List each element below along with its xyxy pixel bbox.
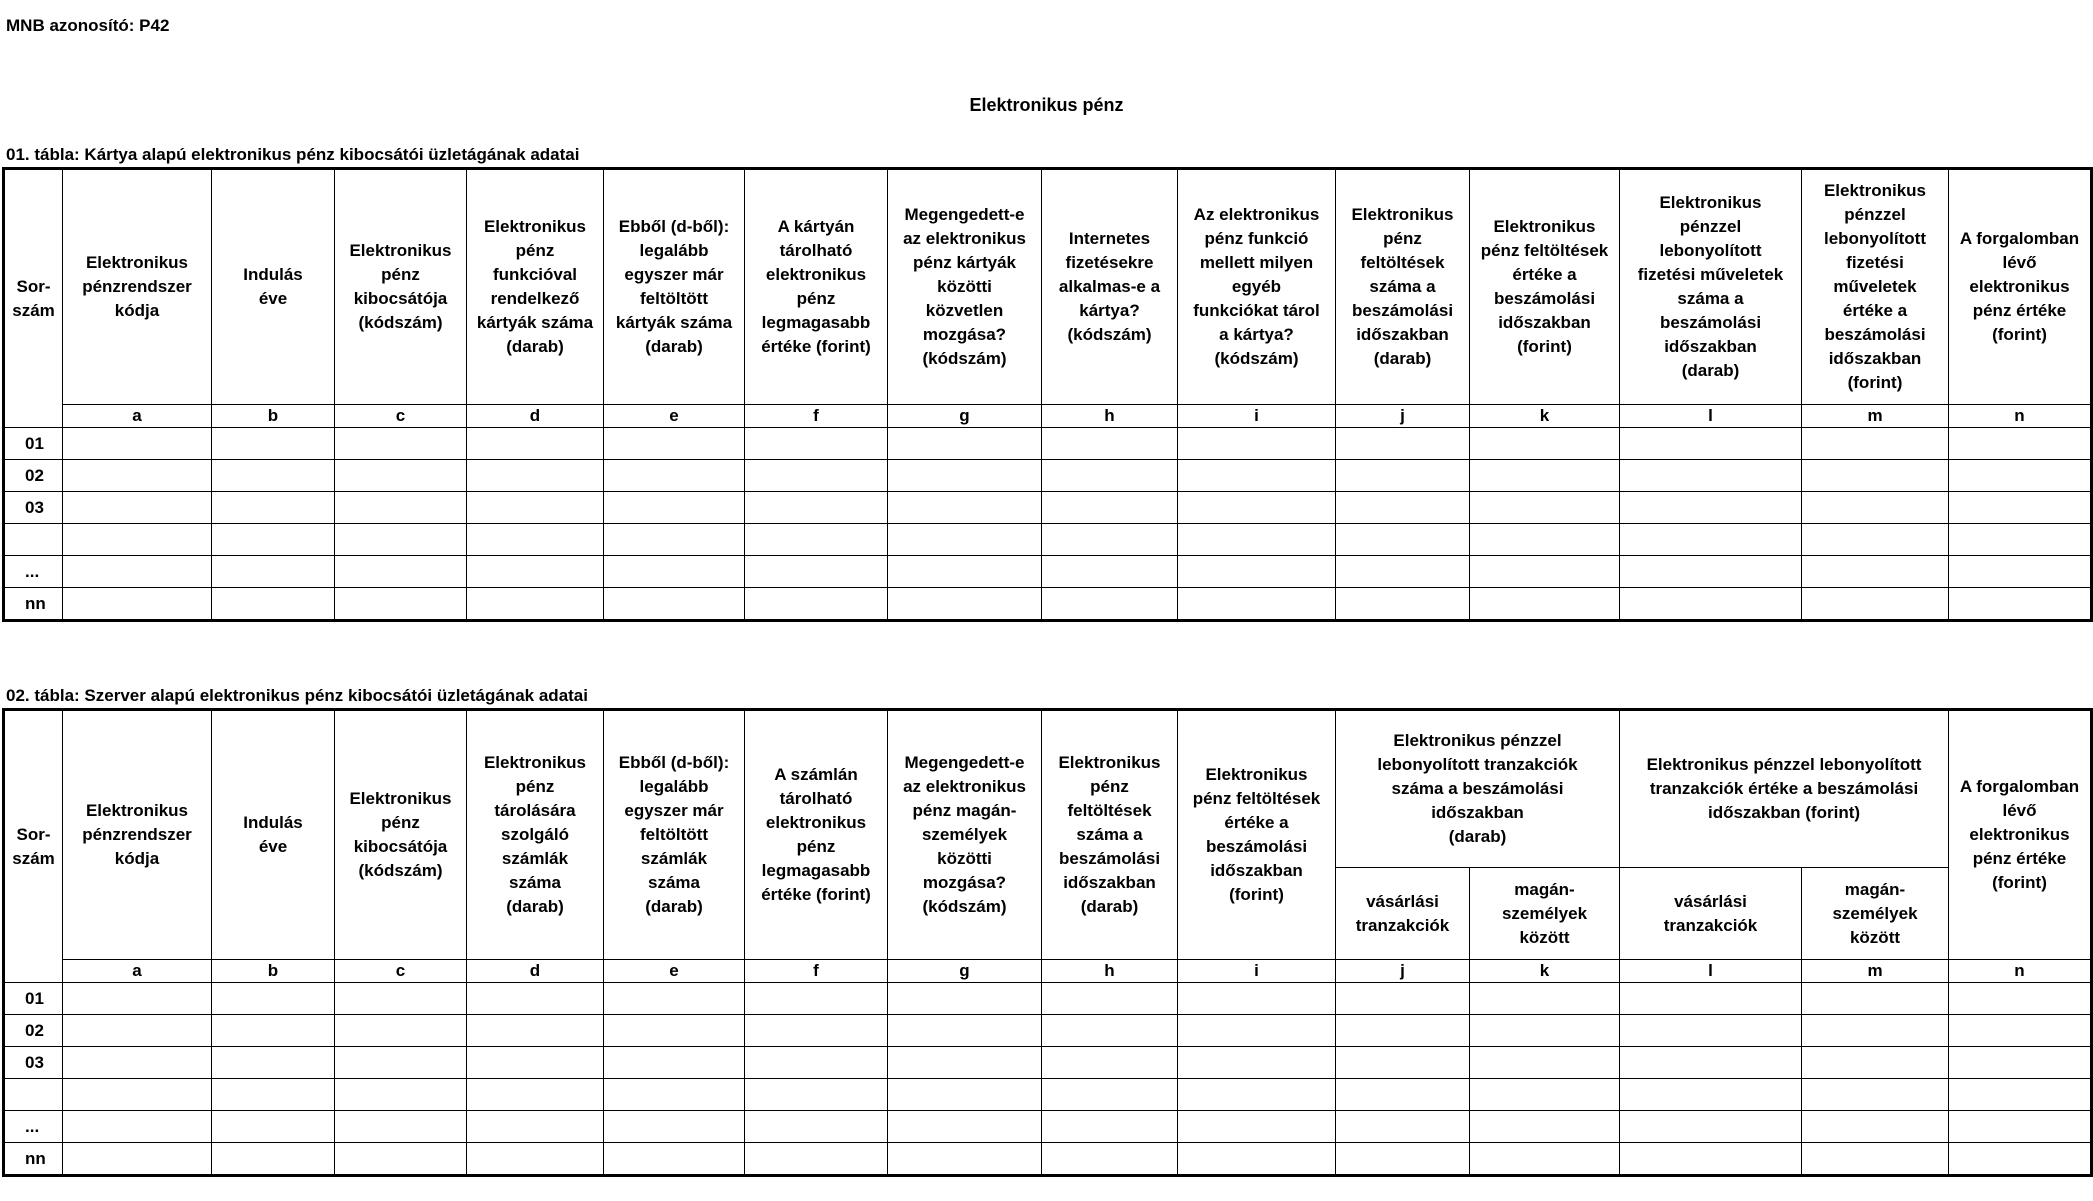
table1-column-letter: c: [335, 405, 467, 428]
table2-data-cell[interactable]: [1336, 1111, 1470, 1143]
table2-data-cell[interactable]: [1620, 1143, 1802, 1176]
table2-column-letter: d: [467, 960, 604, 983]
table2-data-cell[interactable]: [1620, 1079, 1802, 1111]
table1-data-cell[interactable]: [467, 556, 604, 588]
table1-column-letter: m: [1802, 405, 1949, 428]
table1-data-cell[interactable]: [1178, 428, 1336, 460]
table2-column-header: Elektronikus pénz kibocsátója (kódszám): [335, 710, 467, 960]
table2-column-header: Elektronikus pénz feltöltések száma a beszámolási időszakban (darab): [1042, 710, 1178, 960]
table2-column-header: Indulás éve: [212, 710, 335, 960]
table1-data-cell[interactable]: [745, 428, 888, 460]
table2-data-cell[interactable]: [1178, 1111, 1336, 1143]
table1-data-cell[interactable]: [1470, 588, 1620, 621]
table2-data-cell[interactable]: [63, 1143, 212, 1176]
table1-column-letter: e: [604, 405, 745, 428]
table2-data-cell[interactable]: [212, 1015, 335, 1047]
table1-column-letter: i: [1178, 405, 1336, 428]
table2-data-cell[interactable]: [63, 1047, 212, 1079]
table2-data-row: [4, 1079, 2092, 1111]
table1-data-cell[interactable]: [1470, 492, 1620, 524]
table1-data-cell[interactable]: [1620, 588, 1802, 621]
table1-data-cell[interactable]: [1336, 428, 1470, 460]
table1-column-header: Elektronikus pénz feltöltések száma a beszámolási időszakban (darab): [1336, 169, 1470, 405]
table1-column-header: A kártyán tárolható elektronikus pénz legmagasabb értéke (forint): [745, 169, 888, 405]
table2-data-cell[interactable]: [888, 1143, 1042, 1176]
table1-data-cell[interactable]: [63, 588, 212, 621]
table1-data-cell[interactable]: [1620, 460, 1802, 492]
table1-data-cell[interactable]: [467, 428, 604, 460]
table2-data-cell[interactable]: [1042, 1079, 1178, 1111]
table1-row-number: ...: [4, 556, 63, 588]
table2-data-cell[interactable]: [63, 1079, 212, 1111]
table1-data-cell[interactable]: [212, 492, 335, 524]
table1-column-letter: f: [745, 405, 888, 428]
table2-column-header: Elektronikus pénzrendszer kódja: [63, 710, 212, 960]
table1-row-number: 03: [4, 492, 63, 524]
table2-column-header: Elektronikus pénz feltöltések értéke a beszámolási időszakban (forint): [1178, 710, 1336, 960]
table1-column-header: Elektronikus pénzzel lebonyolított fizetési műveletek száma a beszámolási időszakban (darab): [1620, 169, 1802, 405]
table2-data-cell[interactable]: [1042, 1015, 1178, 1047]
table1-column-letter: k: [1470, 405, 1620, 428]
table2-data-cell[interactable]: [745, 1047, 888, 1079]
table2-row-number: ...: [4, 1111, 63, 1143]
table2-data-cell[interactable]: [63, 1015, 212, 1047]
table1-data-cell[interactable]: [1949, 460, 2092, 492]
table2-data-cell[interactable]: [888, 1111, 1042, 1143]
table2-data-cell[interactable]: [335, 1143, 467, 1176]
table1-data-cell[interactable]: [1178, 556, 1336, 588]
table1-data-row: [4, 556, 2092, 588]
table1-data-cell[interactable]: [1042, 492, 1178, 524]
table2-data-cell[interactable]: [1949, 1015, 2092, 1047]
table2-subheader-purchase: vásárlási tranzakciók: [1620, 868, 1802, 960]
table2-data-cell[interactable]: [888, 1079, 1042, 1111]
table1-data-cell[interactable]: [63, 524, 212, 556]
table1-data-cell[interactable]: [212, 556, 335, 588]
table1-data-cell[interactable]: [1178, 492, 1336, 524]
table2-data-cell[interactable]: [335, 983, 467, 1015]
table1-data-cell[interactable]: [63, 492, 212, 524]
table2-column-letter: g: [888, 960, 1042, 983]
table2-data-cell[interactable]: [1949, 1143, 2092, 1176]
table1-data-cell[interactable]: [888, 428, 1042, 460]
table2-data-cell[interactable]: [1802, 1111, 1949, 1143]
table2-data-cell[interactable]: [604, 983, 745, 1015]
table1-data-row: [4, 428, 2092, 460]
table1-data-cell[interactable]: [888, 556, 1042, 588]
table1-data-cell[interactable]: [1620, 428, 1802, 460]
table1-column-header: Indulás éve: [212, 169, 335, 405]
server-based-emoney-table: [2, 708, 2093, 1177]
table1-data-cell[interactable]: [604, 524, 745, 556]
table2-data-cell[interactable]: [745, 1015, 888, 1047]
table1-data-cell[interactable]: [745, 524, 888, 556]
table1-data-cell[interactable]: [888, 460, 1042, 492]
table2-row-number: 01: [4, 983, 63, 1015]
table1-data-cell[interactable]: [467, 492, 604, 524]
table1-data-cell[interactable]: [1336, 460, 1470, 492]
table1-row-number: 02: [4, 460, 63, 492]
table2-data-cell[interactable]: [1949, 1111, 2092, 1143]
table2-data-cell[interactable]: [63, 1111, 212, 1143]
table2-data-cell[interactable]: [1178, 1079, 1336, 1111]
table1-data-cell[interactable]: [1336, 588, 1470, 621]
table1-data-cell[interactable]: [335, 524, 467, 556]
table2-data-cell[interactable]: [1802, 983, 1949, 1015]
table2-row-number-header: Sor- szám: [4, 710, 63, 983]
table2-data-cell[interactable]: [1336, 983, 1470, 1015]
table1-data-cell[interactable]: [1802, 460, 1949, 492]
table2-data-cell[interactable]: [1470, 1015, 1620, 1047]
table2-data-cell[interactable]: [1949, 1079, 2092, 1111]
table2-data-cell[interactable]: [1336, 1143, 1470, 1176]
table2-row-number: 02: [4, 1015, 63, 1047]
table2-data-cell[interactable]: [745, 1111, 888, 1143]
table2-column-header: A forgalomban lévő elektronikus pénz értéke (forint): [1949, 710, 2092, 960]
table1-data-cell[interactable]: [1178, 524, 1336, 556]
table1-column-letter: a: [63, 405, 212, 428]
table2-group-header-count: Elektronikus pénzzel lebonyolított tranzakciók száma a beszámolási időszakban (darab): [1336, 710, 1620, 868]
table1-data-cell[interactable]: [1802, 492, 1949, 524]
table2-column-letter: b: [212, 960, 335, 983]
table2-data-cell[interactable]: [745, 1079, 888, 1111]
table2-subheader-private: magán- személyek között: [1802, 868, 1949, 960]
table1-data-cell[interactable]: [1949, 428, 2092, 460]
table1-data-row: [4, 524, 2092, 556]
table2-data-cell[interactable]: [604, 1047, 745, 1079]
table2-data-cell[interactable]: [467, 983, 604, 1015]
table1-column-letters-row: [4, 405, 2092, 428]
table2-data-cell[interactable]: [1802, 1143, 1949, 1176]
table1-data-cell[interactable]: [63, 556, 212, 588]
table2-data-cell[interactable]: [1470, 1079, 1620, 1111]
table1-data-cell[interactable]: [1042, 556, 1178, 588]
table2-data-cell[interactable]: [1802, 1015, 1949, 1047]
table2-data-row: [4, 1015, 2092, 1047]
table2-data-cell[interactable]: [1620, 983, 1802, 1015]
table2-data-cell[interactable]: [745, 1143, 888, 1176]
table1-data-cell[interactable]: [1949, 524, 2092, 556]
table2-data-cell[interactable]: [1949, 1047, 2092, 1079]
table1-data-cell[interactable]: [467, 524, 604, 556]
table2-data-cell[interactable]: [1802, 1047, 1949, 1079]
table2-column-letter: n: [1949, 960, 2092, 983]
table1-data-cell[interactable]: [335, 492, 467, 524]
table1-data-row: [4, 492, 2092, 524]
table2-column-letter: f: [745, 960, 888, 983]
table1-row-number: 01: [4, 428, 63, 460]
table2-column-letter: a: [63, 960, 212, 983]
table1-column-letter: j: [1336, 405, 1470, 428]
table2-row-number: nn: [4, 1143, 63, 1176]
table2-data-cell[interactable]: [745, 983, 888, 1015]
table2-data-cell[interactable]: [335, 1015, 467, 1047]
table1-data-cell[interactable]: [335, 556, 467, 588]
table1-data-cell[interactable]: [1802, 428, 1949, 460]
table2-data-row: [4, 983, 2092, 1015]
table2-column-header: Ebből (d-ből): legalább egyszer már feltöltött számlák száma (darab): [604, 710, 745, 960]
table2-column-letter: l: [1620, 960, 1802, 983]
table2-data-cell[interactable]: [1336, 1015, 1470, 1047]
table2-caption: 02. tábla: Szerver alapú elektronikus pénz kibocsátói üzletágának adatai: [6, 686, 588, 705]
table2-data-cell[interactable]: [335, 1111, 467, 1143]
table2-data-cell[interactable]: [604, 1079, 745, 1111]
card-based-emoney-table: [2, 167, 2093, 622]
table2-subheader-private: magán- személyek között: [1470, 868, 1620, 960]
table2-data-row: [4, 1047, 2092, 1079]
table2-data-cell[interactable]: [1620, 1015, 1802, 1047]
table2-data-cell[interactable]: [1178, 983, 1336, 1015]
table2-data-cell[interactable]: [1620, 1111, 1802, 1143]
table2-data-cell[interactable]: [467, 1015, 604, 1047]
table1-row-number: nn: [4, 588, 63, 621]
table2-data-cell[interactable]: [1042, 1111, 1178, 1143]
table2-data-row: [4, 1111, 2092, 1143]
table1-data-cell[interactable]: [1620, 524, 1802, 556]
table1-data-cell[interactable]: [888, 524, 1042, 556]
table1-data-cell[interactable]: [1178, 588, 1336, 621]
table1-data-cell[interactable]: [1802, 524, 1949, 556]
table2-column-letter: m: [1802, 960, 1949, 983]
table1-data-cell[interactable]: [1336, 556, 1470, 588]
table2-column-letter: i: [1178, 960, 1336, 983]
table1-column-header: A forgalomban lévő elektronikus pénz értéke (forint): [1949, 169, 2092, 405]
table2-column-letters-row: [4, 960, 2092, 983]
table2-group-header-value: Elektronikus pénzzel lebonyolított tranzakciók értéke a beszámolási időszakban (forint): [1620, 710, 1949, 868]
table1-column-header: Elektronikus pénz kibocsátója (kódszám): [335, 169, 467, 405]
table2-data-cell[interactable]: [335, 1079, 467, 1111]
table1-data-cell[interactable]: [604, 492, 745, 524]
table1-column-letter: d: [467, 405, 604, 428]
table1-data-cell[interactable]: [1042, 524, 1178, 556]
table2-data-cell[interactable]: [1042, 1143, 1178, 1176]
table2-data-cell[interactable]: [212, 1047, 335, 1079]
table2-data-cell[interactable]: [1470, 1143, 1620, 1176]
table1-data-cell[interactable]: [604, 428, 745, 460]
mnb-id-label: MNB azonosító: P42: [6, 16, 170, 35]
table1-column-header: Ebből (d-ből): legalább egyszer már feltöltött kártyák száma (darab): [604, 169, 745, 405]
table1-data-cell[interactable]: [604, 556, 745, 588]
table1-data-cell[interactable]: [212, 460, 335, 492]
table1-data-cell[interactable]: [888, 492, 1042, 524]
table1-data-cell[interactable]: [604, 588, 745, 621]
table2-data-cell[interactable]: [1178, 1143, 1336, 1176]
table2-data-cell[interactable]: [888, 1015, 1042, 1047]
table2-data-cell[interactable]: [467, 1143, 604, 1176]
table1-column-header: Elektronikus pénzzel lebonyolított fizetési műveletek értéke a beszámolási időszakban (forint): [1802, 169, 1949, 405]
table2-column-letter: h: [1042, 960, 1178, 983]
table1-data-cell[interactable]: [745, 556, 888, 588]
table2-data-cell[interactable]: [1042, 1047, 1178, 1079]
table2-column-letter: c: [335, 960, 467, 983]
table1-data-cell[interactable]: [212, 428, 335, 460]
table2-data-cell[interactable]: [467, 1111, 604, 1143]
table1-data-cell[interactable]: [1802, 588, 1949, 621]
table2-data-cell[interactable]: [212, 1079, 335, 1111]
table1-caption: 01. tábla: Kártya alapú elektronikus pénz kibocsátói üzletágának adatai: [6, 145, 580, 164]
table1-data-cell[interactable]: [1042, 588, 1178, 621]
table2-data-cell[interactable]: [1949, 983, 2092, 1015]
table2-column-header: Elektronikus pénz tárolására szolgáló számlák száma (darab): [467, 710, 604, 960]
table2-data-cell[interactable]: [212, 1111, 335, 1143]
table2-data-cell[interactable]: [1178, 1015, 1336, 1047]
table1-data-cell[interactable]: [1470, 428, 1620, 460]
table2-data-cell[interactable]: [1336, 1079, 1470, 1111]
table2-data-cell[interactable]: [212, 983, 335, 1015]
table1-data-cell[interactable]: [1620, 556, 1802, 588]
table1-data-row: [4, 588, 2092, 621]
table1-data-cell[interactable]: [1470, 460, 1620, 492]
table2-data-cell[interactable]: [888, 1047, 1042, 1079]
table1-column-letter: b: [212, 405, 335, 428]
table1-data-cell[interactable]: [212, 588, 335, 621]
table1-data-cell[interactable]: [1336, 524, 1470, 556]
table2-data-cell[interactable]: [212, 1143, 335, 1176]
table2-data-cell[interactable]: [1178, 1047, 1336, 1079]
table1-header-row: [4, 169, 2092, 405]
table2-data-cell[interactable]: [63, 983, 212, 1015]
table1-column-letter: h: [1042, 405, 1178, 428]
table2-column-letter: e: [604, 960, 745, 983]
table1-row-number-header: Sor- szám: [4, 169, 63, 428]
table1-column-header: Internetes fizetésekre alkalmas-e a kártya? (kódszám): [1042, 169, 1178, 405]
table1-data-cell[interactable]: [1949, 556, 2092, 588]
table1-data-cell[interactable]: [1949, 588, 2092, 621]
table1-data-cell[interactable]: [604, 460, 745, 492]
table2-data-cell[interactable]: [1042, 983, 1178, 1015]
table2-data-cell[interactable]: [1620, 1047, 1802, 1079]
table1-data-cell[interactable]: [467, 588, 604, 621]
table1-column-letter: g: [888, 405, 1042, 428]
table2-data-cell[interactable]: [467, 1047, 604, 1079]
table1-data-cell[interactable]: [63, 428, 212, 460]
table2-column-letter: k: [1470, 960, 1620, 983]
table1-column-header: Elektronikus pénzrendszer kódja: [63, 169, 212, 405]
table1-column-header: Elektronikus pénz funkcióval rendelkező kártyák száma (darab): [467, 169, 604, 405]
table1-column-header: Elektronikus pénz feltöltések értéke a beszámolási időszakban (forint): [1470, 169, 1620, 405]
table1-column-letter: l: [1620, 405, 1802, 428]
table1-data-cell[interactable]: [745, 460, 888, 492]
table2-data-cell[interactable]: [1802, 1079, 1949, 1111]
table1-column-header: Megengedett-e az elektronikus pénz kártyák közötti közvetlen mozgása? (kódszám): [888, 169, 1042, 405]
table1-data-cell[interactable]: [335, 588, 467, 621]
table2-data-cell[interactable]: [467, 1079, 604, 1111]
table1-data-cell[interactable]: [1336, 492, 1470, 524]
table2-data-cell[interactable]: [1336, 1047, 1470, 1079]
table2-row-number: [4, 1079, 63, 1111]
table1-data-cell[interactable]: [335, 460, 467, 492]
table2-column-letter: j: [1336, 960, 1470, 983]
table2-column-header: A számlán tárolható elektronikus pénz legmagasabb értéke (forint): [745, 710, 888, 960]
table2-row-number: 03: [4, 1047, 63, 1079]
table1-data-cell[interactable]: [1949, 492, 2092, 524]
table2-data-cell[interactable]: [604, 1143, 745, 1176]
table1-data-cell[interactable]: [1620, 492, 1802, 524]
table1-data-cell[interactable]: [745, 588, 888, 621]
table2-data-cell[interactable]: [335, 1047, 467, 1079]
table1-data-cell[interactable]: [335, 428, 467, 460]
table2-data-cell[interactable]: [888, 983, 1042, 1015]
table2-subheader-purchase: vásárlási tranzakciók: [1336, 868, 1470, 960]
table1-data-cell[interactable]: [1802, 556, 1949, 588]
table2-header-row: [4, 710, 2092, 868]
table1-data-cell[interactable]: [1470, 524, 1620, 556]
table2-data-cell[interactable]: [604, 1015, 745, 1047]
table2-data-cell[interactable]: [1470, 983, 1620, 1015]
table1-column-header: Az elektronikus pénz funkció mellett milyen egyéb funkciókat tárol a kártya? (kódszám): [1178, 169, 1336, 405]
table2-column-header: Megengedett-e az elektronikus pénz magán- személyek közötti mozgása? (kódszám): [888, 710, 1042, 960]
table2-data-row: [4, 1143, 2092, 1176]
table1-data-cell[interactable]: [888, 588, 1042, 621]
table2-data-cell[interactable]: [1470, 1111, 1620, 1143]
table1-data-cell[interactable]: [63, 460, 212, 492]
table2-data-cell[interactable]: [604, 1111, 745, 1143]
table1-column-letter: n: [1949, 405, 2092, 428]
table1-data-cell[interactable]: [745, 492, 888, 524]
table1-data-cell[interactable]: [1470, 556, 1620, 588]
table1-data-cell[interactable]: [212, 524, 335, 556]
table1-data-cell[interactable]: [1042, 460, 1178, 492]
table1-row-number: [4, 524, 63, 556]
table1-data-cell[interactable]: [1042, 428, 1178, 460]
page-title: Elektronikus pénz: [969, 95, 1124, 115]
table1-data-cell[interactable]: [467, 460, 604, 492]
table2-data-cell[interactable]: [1470, 1047, 1620, 1079]
table1-data-row: [4, 460, 2092, 492]
table1-data-cell[interactable]: [1178, 460, 1336, 492]
